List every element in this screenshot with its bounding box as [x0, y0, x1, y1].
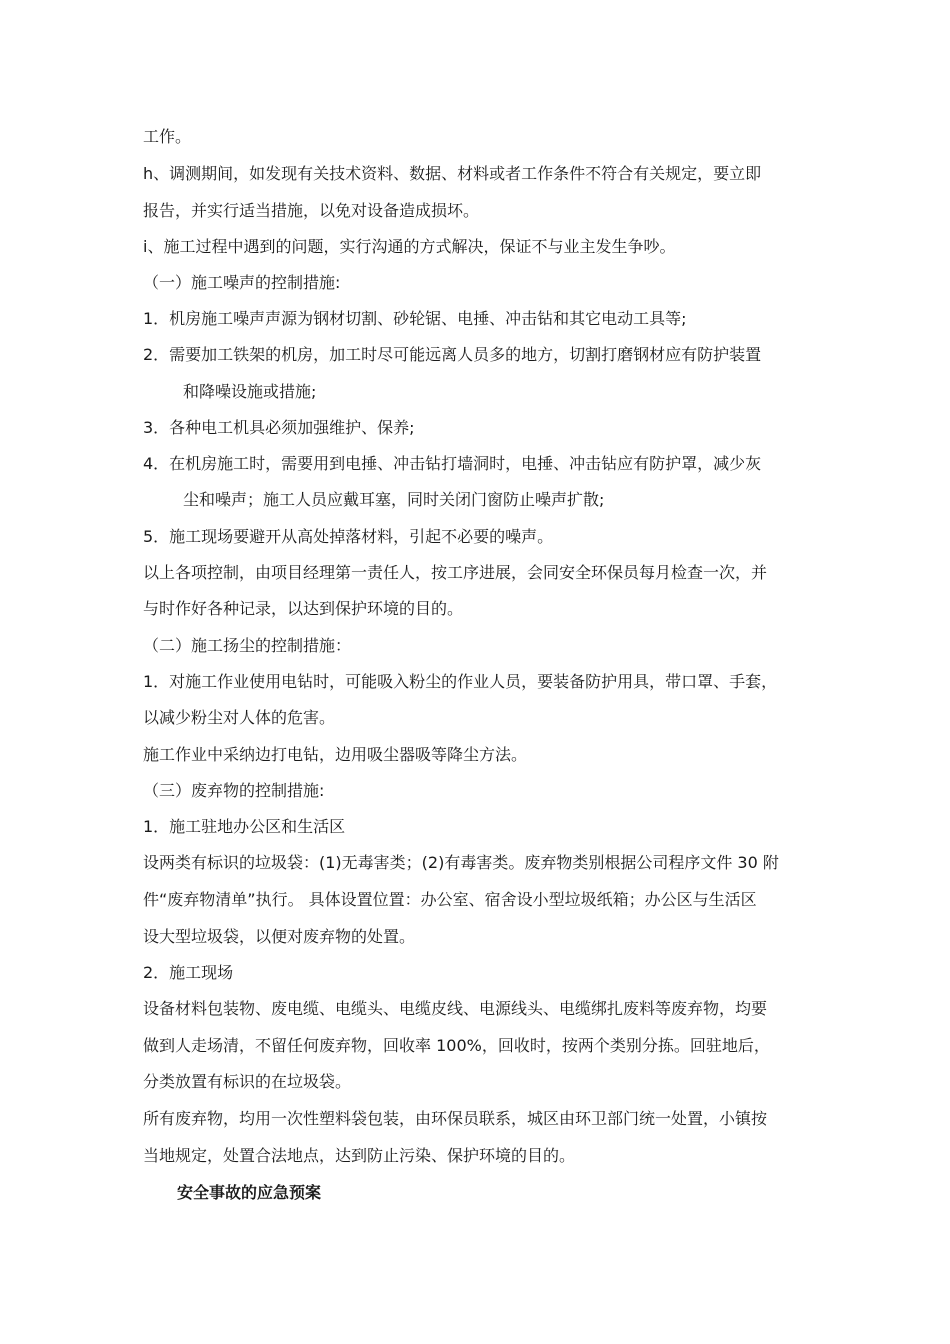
text-line: 2．施工现场 — [143, 963, 234, 982]
text-line: i、施工过程中遇到的问题，实行沟通的方式解决，保证不与业主发生争吵。 — [143, 237, 676, 256]
text-line: 所有废弃物，均用一次性塑料袋包装，由环保员联系，城区由环卫部门统一处置，小镇按 — [143, 1109, 768, 1128]
text-line: 设备材料包装物、废电缆、电缆头、电缆皮线、电源线头、电缆绑扎废料等废弃物，均要 — [143, 999, 768, 1018]
text-line: 报告，并实行适当措施，以免对设备造成损坏。 — [143, 201, 480, 220]
text-line: 做到人走场清，不留任何废弃物，回收率 100%，回收时，按两个类别分拣。回驻地后， — [143, 1036, 770, 1055]
list-item-continuation: 尘和噪声；施工人员应戴耳塞，同时关闭门窗防止噪声扩散; — [183, 490, 605, 509]
text-line: 施工作业中采纳边打电钻，边用吸尘器吸等降尘方法。 — [143, 745, 528, 764]
text-line: 与时作好各种记录，以达到保护环境的目的。 — [143, 599, 464, 618]
text-line: 以减少粉尘对人体的危害。 — [143, 708, 336, 727]
list-item-continuation: 和降噪设施或措施; — [183, 382, 317, 401]
text-line: 当地规定，处置合法地点，达到防止污染、保护环境的目的。 — [143, 1146, 576, 1165]
list-item: 2．需要加工铁架的机房，加工时尽可能远离人员多的地方，切割打磨钢材应有防护装置 — [143, 345, 762, 364]
section-title-dust: （二）施工扬尘的控制措施： — [143, 636, 352, 655]
section-heading-emergency: 安全事故的应急预案 — [177, 1183, 322, 1202]
text-line: 件“废弃物清单”执行。 具体设置位置：办公室、宿舍设小型垃圾纸箱；办公区与生活区 — [143, 890, 757, 909]
section-title-waste: （三）废弃物的控制措施: — [143, 781, 325, 800]
section-title-noise: （一）施工噪声的控制措施: — [143, 273, 341, 292]
text-line: h、调测期间，如发现有关技术资料、数据、材料或者工作条件不符合有关规定，要立即 — [143, 164, 762, 183]
list-item: 4．在机房施工时，需要用到电捶、冲击钻打墙洞时，电捶、冲击钻应有防护罩，减少灰 — [143, 454, 762, 473]
text-line: 工作。 — [143, 127, 192, 146]
text-line: 设大型垃圾袋，以便对废弃物的处置。 — [143, 927, 416, 946]
text-line: 以上各项控制，由项目经理第一责任人，按工序进展，会同安全环保员每月检查一次，并 — [143, 563, 768, 582]
list-item: 1．机房施工噪声声源为钢材切割、砂轮锯、电捶、冲击钻和其它电动工具等; — [143, 309, 687, 328]
text-line: 分类放置有标识的在垃圾袋。 — [143, 1072, 352, 1091]
text-line: 1．对施工作业使用电钻时，可能吸入粉尘的作业人员，要装备防护用具，带口罩、手套， — [143, 672, 778, 691]
list-item: 5．施工现场要避开从高处掉落材料，引起不必要的噪声。 — [143, 527, 554, 546]
list-item: 3．各种电工机具必须加强维护、保养; — [143, 418, 415, 437]
text-line: 1．施工驻地办公区和生活区 — [143, 817, 346, 836]
text-line: 设两类有标识的垃圾袋：(1)无毒害类；(2)有毒害类。废弃物类别根据公司程序文件 30 附 — [143, 853, 779, 872]
